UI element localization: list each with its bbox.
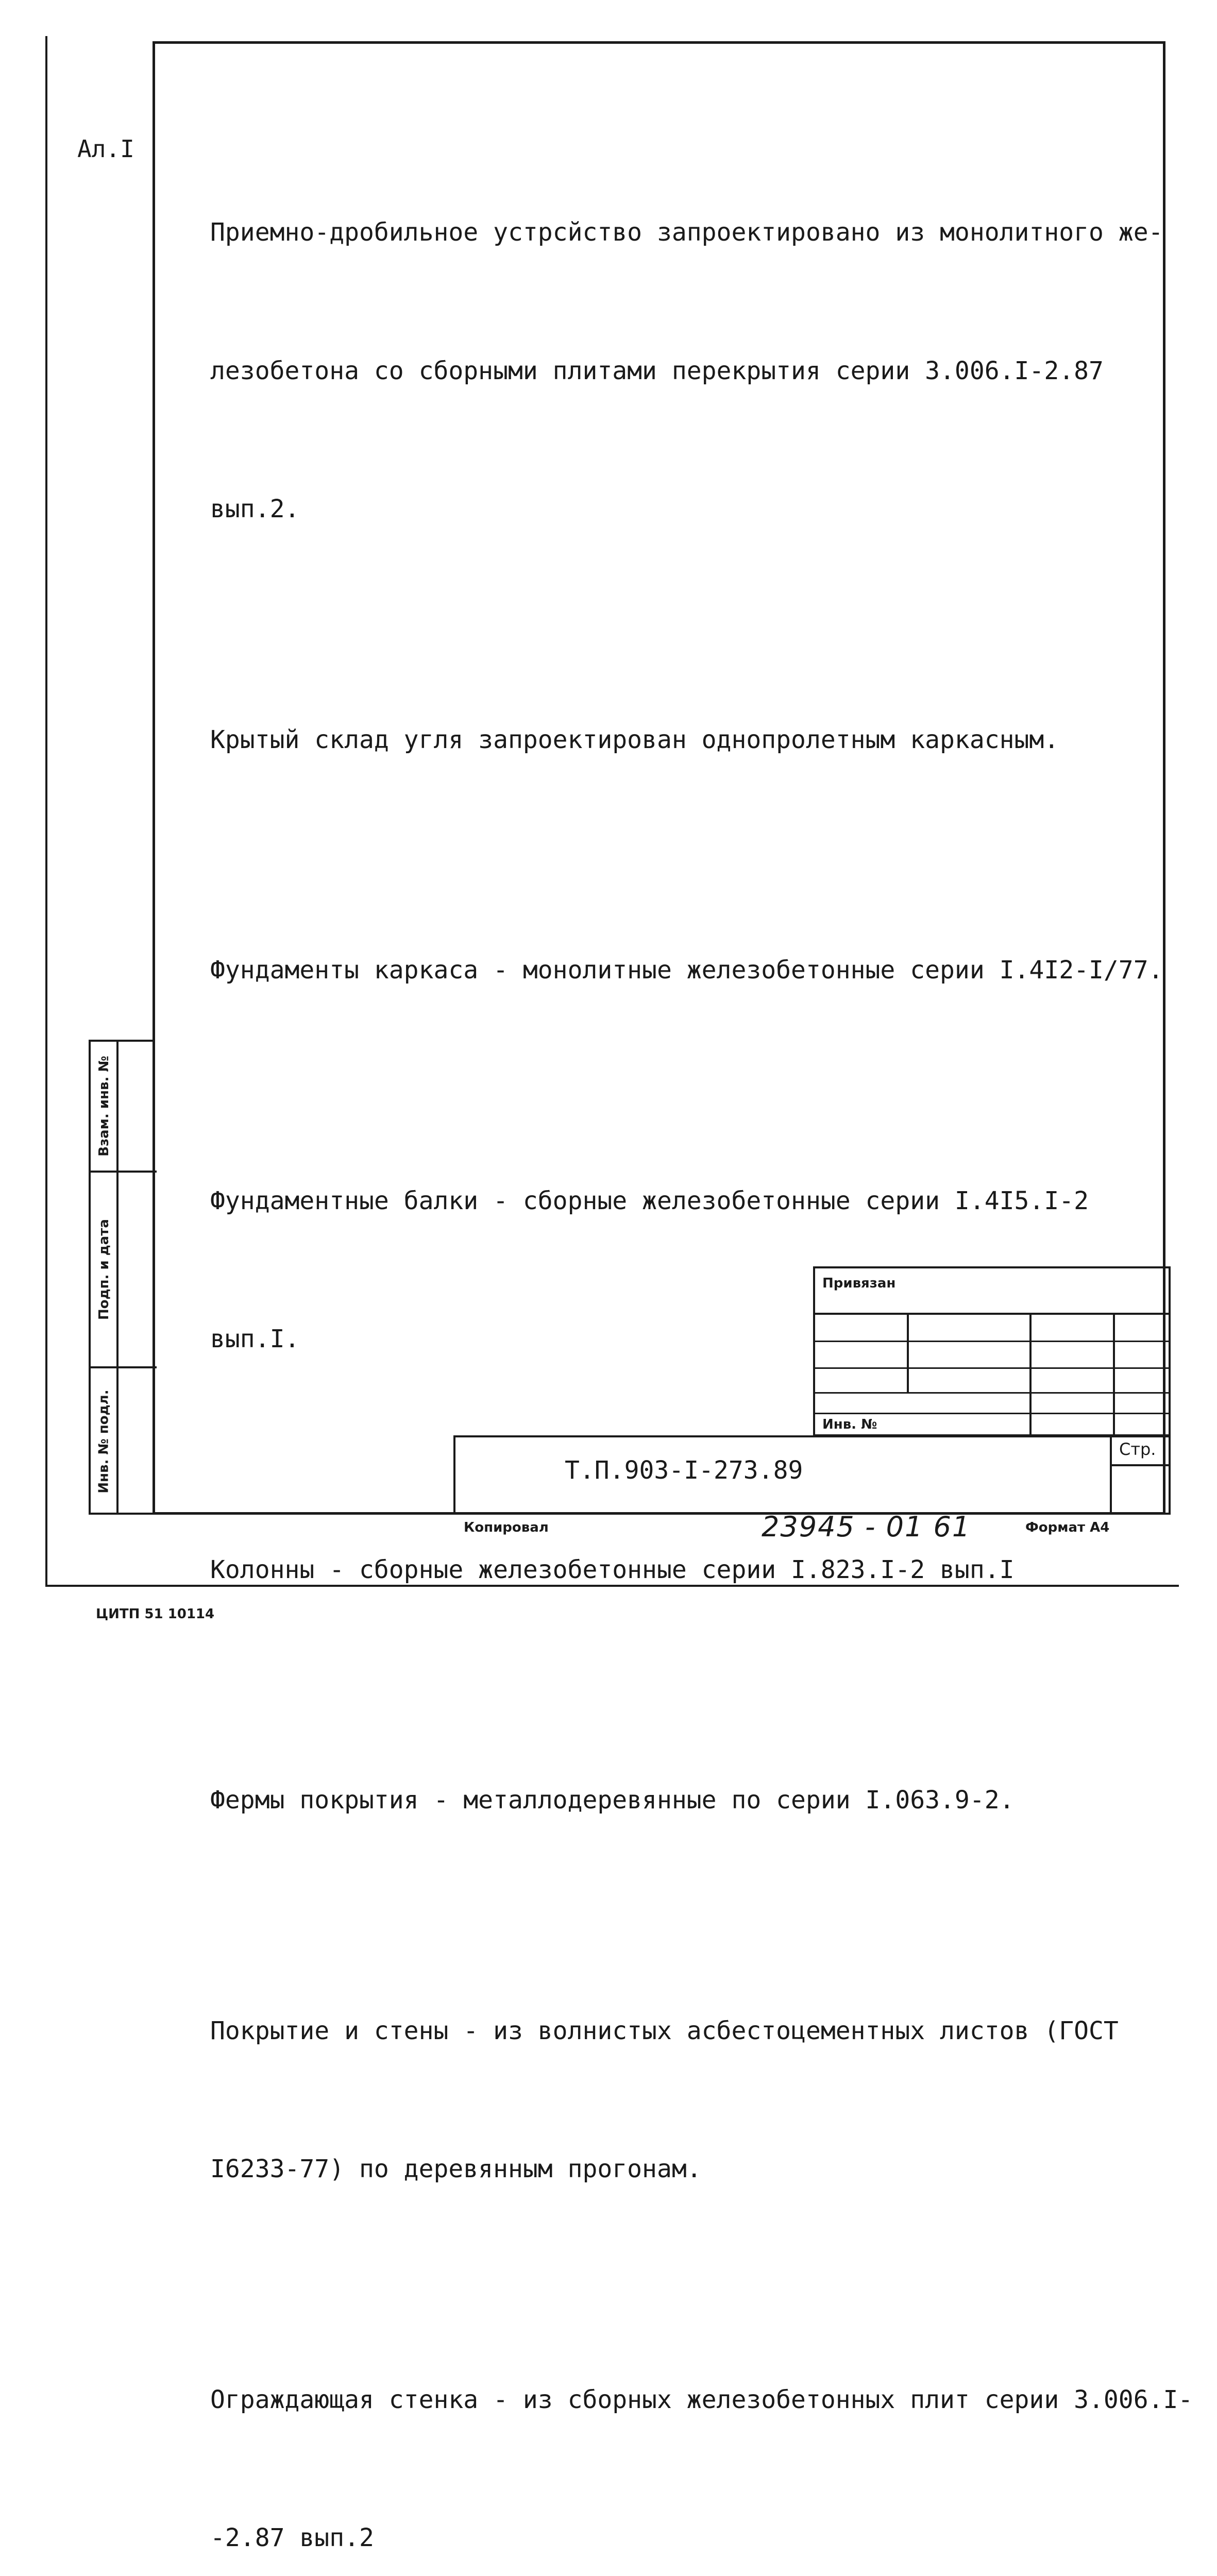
- text-line: вып.I.: [210, 1316, 1158, 1363]
- inv-no-label: Инв. №: [822, 1417, 877, 1432]
- page-label: Стр.: [1119, 1439, 1156, 1459]
- title-block-upper: [813, 1266, 1171, 1436]
- tb-col-line: [1029, 1313, 1032, 1436]
- format-label: Формат А4: [1025, 1520, 1109, 1535]
- sheet-left-edge: [45, 36, 47, 1587]
- tb-row-line: [815, 1313, 1171, 1315]
- text-line: Ограждающая стенка - из сборных железобетонных плит серии 3.006.I-: [210, 2377, 1158, 2424]
- text-line: Приемно-дробильное устрсйство запроектировано из монолитного же-: [210, 210, 1158, 256]
- document-code: Т.П.903-I-273.89: [565, 1456, 803, 1485]
- tb-col-line: [1110, 1437, 1112, 1515]
- paragraph-coal-storage: [210, 625, 1158, 856]
- text-line: Фермы покрытия - металлодеревянные по серии I.063.9-2.: [210, 1777, 1158, 1824]
- paragraph-crusher: [210, 117, 1158, 625]
- stamp-divider: [116, 1042, 119, 1513]
- inv-podl-label: Инв. № подл.: [92, 1368, 116, 1515]
- paragraph-roof-walls: [210, 1916, 1158, 2285]
- paragraph-trusses: [210, 1685, 1158, 1916]
- text-line: Колонны - сборные железобетонные серии I.823.I-2 вып.I: [210, 1547, 1158, 1594]
- tb-row-line: [815, 1413, 1171, 1414]
- copied-by-label: Копировал: [464, 1520, 549, 1535]
- handwritten-number: 23945 - 01 61: [762, 1511, 971, 1543]
- tb-row-line: [815, 1341, 1171, 1342]
- text-line: вып.2.: [210, 486, 1158, 533]
- sheet-label: Ал.I: [77, 135, 134, 163]
- tb-row-line: [815, 1392, 1171, 1394]
- tb-col-line: [907, 1313, 909, 1392]
- tb-row-line: [815, 1367, 1171, 1369]
- text-line: -2.87 вып.2: [210, 2515, 1158, 2562]
- tb-col-line: [1113, 1313, 1115, 1436]
- text-line: Фундаментные балки - сборные железобетонные серии I.4I5.I-2: [210, 1178, 1158, 1225]
- text-line: лезобетона со сборными плитами перекрытия серии 3.006.I-2.87: [210, 348, 1158, 395]
- text-line: Покрытие и стены - из волнистых асбестоцементных листов (ГОСТ: [210, 2008, 1158, 2055]
- privyazan-label: Привязан: [822, 1276, 895, 1291]
- title-block-lower: [453, 1435, 1171, 1515]
- vzam-inv-label: Взам. инв. №: [92, 1042, 116, 1171]
- text-line: I6233-77) по деревянным прогонам.: [210, 2146, 1158, 2193]
- printer-mark: ЦИТП 51 10114: [96, 1606, 214, 1622]
- text-line: Фундаменты каркаса - монолитные железобетонные серии I.4I2-I/77.: [210, 947, 1158, 994]
- binding-stamp: [89, 1040, 155, 1515]
- tb-row-line: [1110, 1464, 1171, 1466]
- podp-data-label: Подп. и дата: [92, 1173, 116, 1366]
- paragraph-foundations: [210, 855, 1158, 1086]
- paragraph-retaining-wall: [210, 2285, 1158, 2576]
- text-line: Крытый склад угля запроектирован однопролетным каркасным.: [210, 717, 1158, 764]
